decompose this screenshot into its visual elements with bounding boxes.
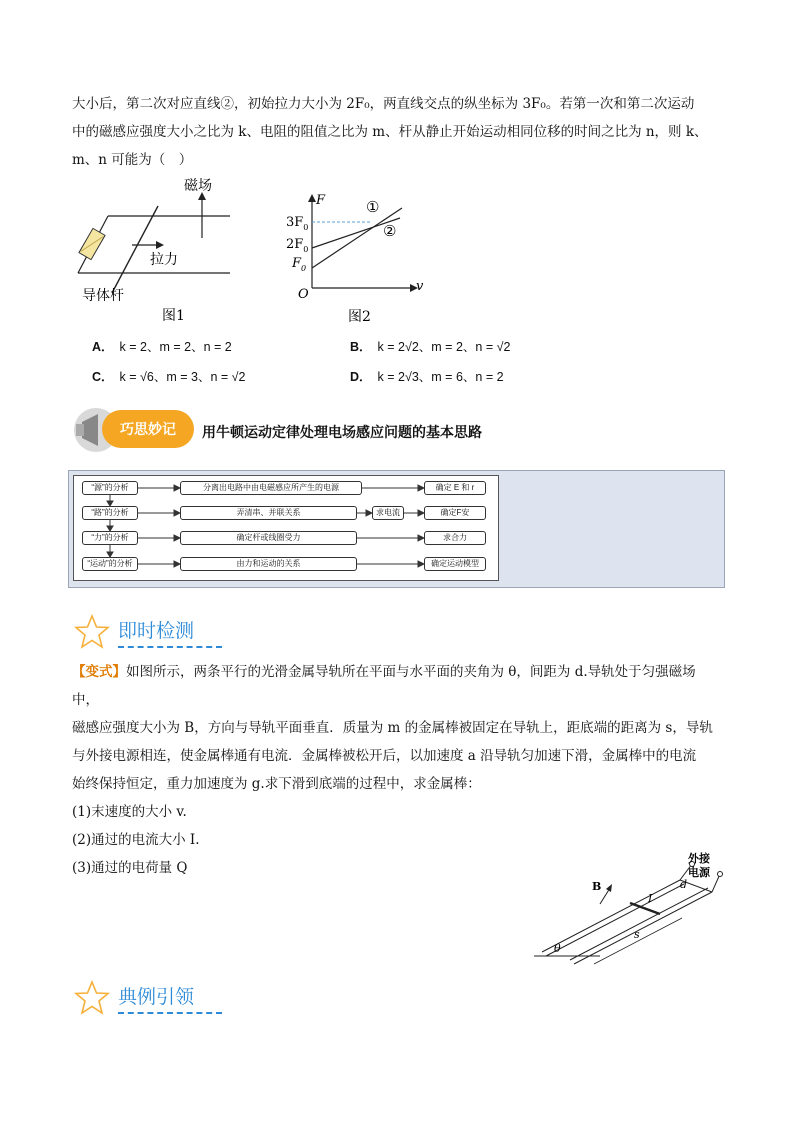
flow-force-result: 求合力 bbox=[424, 531, 486, 545]
variant-line-3: 与外接电源相连，使金属棒通有电流．金属棒被松开后，以加速度 a 沿导轨匀加速下滑，金属棒中的电流 bbox=[72, 748, 697, 764]
fig1-rod-label: 导体杆 bbox=[82, 288, 124, 304]
fig3-b-label: B bbox=[592, 880, 602, 893]
option-a[interactable] bbox=[92, 337, 232, 355]
option-b-text: k = 2√2、m = 2、n = √2 bbox=[377, 340, 511, 354]
flow-circuit-desc: 弄清串、并联关系 bbox=[180, 506, 357, 520]
fig2-y-axis: F bbox=[316, 193, 326, 208]
section-underline bbox=[118, 646, 222, 648]
option-a-text: k = 2、m = 2、n = 2 bbox=[119, 340, 232, 354]
flow-source-result: 确定 E 和 r bbox=[424, 481, 486, 495]
flow-force-analysis: “力”的分析 bbox=[82, 531, 138, 545]
option-a-key: A． bbox=[92, 340, 114, 354]
section-example bbox=[72, 980, 232, 1020]
star-icon bbox=[74, 614, 110, 650]
fig1-field-label: 磁场 bbox=[184, 178, 212, 194]
fig2-line1-label: ① bbox=[366, 198, 380, 216]
option-d[interactable] bbox=[350, 367, 504, 385]
flow-source-analysis: “源”的分析 bbox=[82, 481, 138, 495]
section-underline bbox=[118, 1012, 222, 1014]
question-2: (2)通过的电流大小 I. bbox=[72, 832, 200, 848]
flow-circuit-result: 确定F安 bbox=[424, 506, 486, 520]
fig2-tick-f0: $F_0$ bbox=[292, 256, 307, 273]
option-d-key: D． bbox=[350, 370, 372, 384]
option-d-text: k = 2√3、m = 6、n = 2 bbox=[377, 370, 504, 384]
star-icon bbox=[74, 980, 110, 1016]
figure-3 bbox=[530, 848, 730, 968]
flow-motion-desc: 由力和运动的关系 bbox=[180, 557, 357, 571]
question-3: (3)通过的电荷量 Q bbox=[72, 860, 188, 876]
figure-1 bbox=[70, 178, 240, 323]
problem-text bbox=[72, 90, 722, 174]
problem-line-2: 中的磁感应强度大小之比为 k、电阻的阻值之比为 m、杆从静止开始运动相同位移的时间之比为 n，则 k、 bbox=[72, 124, 708, 140]
option-c-text: k = √6、m = 3、n = √2 bbox=[119, 370, 246, 384]
section-example-title: 典例引领 bbox=[118, 987, 195, 1008]
fig3-d-label: d bbox=[680, 878, 688, 891]
variant-line-4: 始终保持恒定，重力加速度为 g.求下滑到底端的过程中，求金属棒： bbox=[72, 776, 481, 792]
problem-line-1: 大小后，第二次对应直线②，初始拉力大小为 2F₀，两直线交点的纵坐标为 3F₀。若第一次和第二次运动 bbox=[72, 96, 695, 112]
fig2-origin: O bbox=[298, 287, 309, 302]
option-c-key: C． bbox=[92, 370, 114, 384]
fig3-source-label-2: 电源 bbox=[688, 866, 710, 879]
tip-badge-text: 巧思妙记 bbox=[120, 421, 176, 437]
figure-2 bbox=[280, 190, 430, 325]
section-instant-check-title: 即时检测 bbox=[118, 621, 195, 642]
fig2-tick-3f0: $3F_0$ bbox=[286, 215, 309, 232]
flowchart bbox=[73, 475, 499, 581]
fig1-caption: 图1 bbox=[162, 308, 185, 323]
flow-source-desc: 分离出电路中由电磁感应所产生的电源 bbox=[180, 481, 362, 495]
tip-banner bbox=[72, 400, 712, 462]
fig3-i-label: I bbox=[648, 892, 653, 905]
variant-line-1: 如图所示，两条平行的光滑金属导轨所在平面与水平面的夹角为 θ，间距为 d.导轨处于匀强磁场中， bbox=[72, 664, 696, 708]
fig2-line2-label: ② bbox=[383, 222, 397, 240]
tip-badge bbox=[102, 410, 194, 448]
fig3-theta-label: θ bbox=[554, 942, 561, 955]
option-b[interactable] bbox=[350, 337, 510, 355]
fig2-caption: 图2 bbox=[348, 309, 371, 325]
tip-title: 用牛顿运动定律处理电场感应问题的基本思路 bbox=[202, 424, 482, 440]
fig2-tick-2f0: $2F_0$ bbox=[286, 237, 309, 254]
section-instant-check bbox=[72, 614, 232, 654]
fig2-x-axis: v bbox=[416, 279, 424, 294]
flow-current: 求电流 bbox=[372, 506, 404, 520]
variant-tag: 【变式】 bbox=[72, 664, 126, 680]
flow-force-desc: 确定杆或线圈受力 bbox=[180, 531, 357, 545]
fig1-force-label: 拉力 bbox=[150, 252, 178, 268]
flowchart-panel bbox=[68, 470, 725, 588]
question-1: (1)末速度的大小 v. bbox=[72, 804, 187, 820]
flow-motion-result: 确定运动模型 bbox=[424, 557, 486, 571]
flow-circuit-analysis: “路”的分析 bbox=[82, 506, 138, 520]
option-c[interactable] bbox=[92, 367, 245, 385]
fig3-source-label-1: 外接 bbox=[688, 852, 710, 865]
variant-line-2: 磁感应强度大小为 B，方向与导轨平面垂直．质量为 m 的金属棒被固定在导轨上，距底端的距离为 s，导轨 bbox=[72, 720, 713, 736]
fig3-s-label: s bbox=[634, 928, 640, 941]
option-b-key: B． bbox=[350, 340, 372, 354]
flow-motion-analysis: “运动”的分析 bbox=[82, 557, 138, 571]
problem-line-3: m、n 可能为（ ） bbox=[72, 152, 193, 168]
